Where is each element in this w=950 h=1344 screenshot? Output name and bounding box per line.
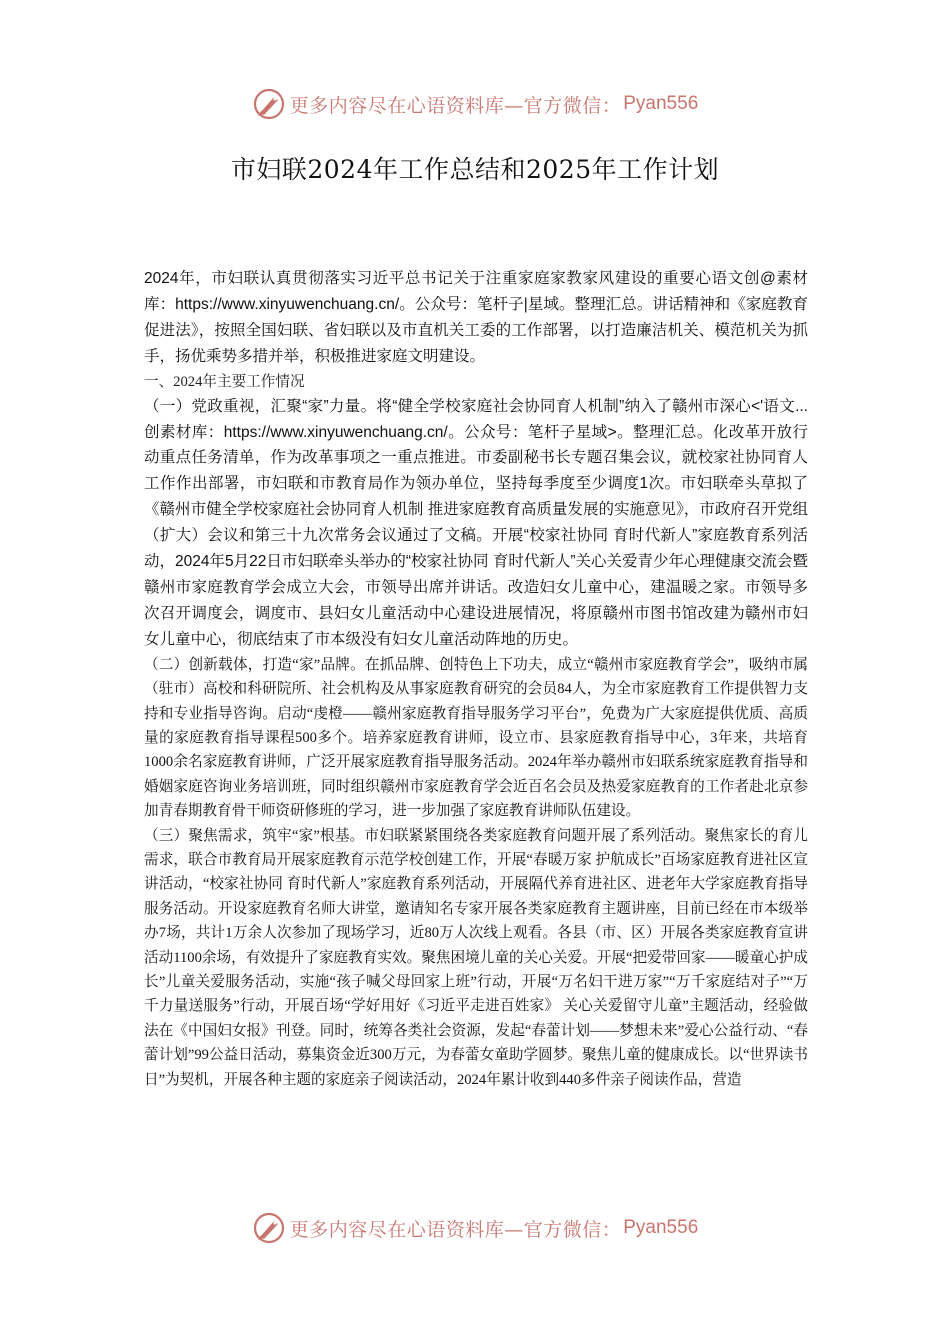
banner-wechat-id: Pyan556 <box>623 1217 699 1238</box>
paragraph-2: （二）创新载体，打造“家”品牌。在抓品牌、创特色上下功夫，成立“赣州市家庭教育学会”，吸纳市属（驻市）高校和科研院所、社会机构及从事家庭教育研究的会员84人，为全市家庭教育工作提供智力支持和专业指导咨询。启动“虔橙——赣州家庭教育指导服务学习平台”，免费为广大家庭提供优质、高质量的家庭教育指导课程500多个。培养家庭教育讲师，设立市、县家庭教育指导中心，3年来，共培育1000余名家庭教育讲师，广泛开展家庭教育指导服务活动。2024年举办赣州市妇联系统家庭教育指导和婚姻家庭咨询业务培训班，同时组织赣州市家庭教育学会近百名会员及热爱家庭教育的工作者赴北京参加青春期教育骨干师资研修班的学习，进一步加强了家庭教育讲师队伍建设。 <box>144 656 808 820</box>
intro-paragraph: 2024年，市妇联认真贯彻落实习近平总书记关于注重家庭家教家风建设的重要心语文创@素材库：https://www.xinyuwenchuang.cn/。公众号：笔杆子|星域。整理汇总。讲话精神和《家庭教育促进法》，按照全国妇联、省妇联以及市直机关工委的工作部署，以打造廉洁机关、模范机关为抓手，扬优乘势多措并举，积极推进家庭文明建设。 <box>144 270 808 365</box>
page-title: 市妇联2024年工作总结和2025年工作计划 <box>230 155 720 184</box>
banner-wechat-id: Pyan556 <box>623 93 699 114</box>
paragraph-3: （三）聚焦需求，筑牢“家”根基。市妇联紧紧围绕各类家庭教育问题开展了系列活动。聚焦家长的育儿需求，联合市教育局开展家庭教育示范学校创建工作，开展“春暖万家 护航成长”百场家庭教育进社区宣讲活动，“校家社协同 育时代新人”家庭教育系列活动，开展隔代养育进社区、进老年大学家庭教育指导服务活动。开设家庭教育名师大讲堂，邀请知名专家开展各类家庭教育主题讲座，目前已经在市本级举办7场，共计1万余人次参加了现场学习，近80万人次线上观看。各县（市、区）开展各类家庭教育宣讲活动1100余场，有效提升了家庭教育实效。聚焦困境儿童的关心关爱。开展“把爱带回家——暖童心护成长”儿童关爱服务活动，实施“孩子喊父母回家上班”行动，开展“万名妇干进万家”“万千家庭结对子”“万千力量送服务”行动，开展百场“学好用好《习近平走进百姓家》 关心关爱留守儿童”主题活动，经验做法在《中国妇女报》刊登。同时，统筹各类社会资源，发起“春蕾计划——梦想未来”爱心公益行动、“春蕾计划”99公益日活动，募集资金近300万元，为春蕾女童助学圆梦。聚焦儿童的健康成长。以“世界读书日”为契机，开展各种主题的家庭亲子阅读活动，2024年累计收到440多件亲子阅读作品，营造 <box>144 827 808 1088</box>
paragraph-1: （一）党政重视，汇聚“家”力量。将“健全学校家庭社会协同育人机制”纳入了赣州市深心<'语文...创素材库：https://www.xinyuwenchuang.cn/。公众号：笔杆子星域>。整理汇总。化改革开放行动重点任务清单，作为改革事项之一重点推进。市委副秘书长专题召集会议，就校家社协同育人工作作出部署，市妇联和市教育局作为领办单位，坚持每季度至少调度1次。市妇联牵头草拟了《赣州市健全学校家庭社会协同育人机制 推进家庭教育高质量发展的实施意见》，市政府召开党组（扩大）会议和第三十九次常务会议通过了文稿。开展“校家社协同 育时代新人”家庭教育系列活动，2024年5月22日市妇联牵头举办的“校家社协同 育时代新人”关心关爱青少年心理健康交流会暨赣州市家庭教育学会成立大会，市领导出席并讲话。改造妇女儿童中心，建温暖之家。市领导多次召开调度会，调度市、县妇女儿童活动中心建设进展情况，将原赣州市图书馆改建为赣州市妇女儿童中心，彻底结束了市本级没有妇女儿童活动阵地的历史。 <box>144 397 808 648</box>
header-watermark-banner <box>0 82 950 126</box>
pen-nib-logo-icon <box>252 1211 286 1245</box>
pen-nib-logo-icon <box>252 87 286 121</box>
banner-text: 更多内容尽在心语资料库—官方微信： <box>289 94 622 117</box>
section-heading: 一、2024年主要工作情况 <box>144 373 305 390</box>
footer-watermark-banner <box>0 1206 950 1250</box>
banner-text: 更多内容尽在心语资料库—官方微信： <box>289 1218 622 1241</box>
document-body <box>144 266 808 1092</box>
